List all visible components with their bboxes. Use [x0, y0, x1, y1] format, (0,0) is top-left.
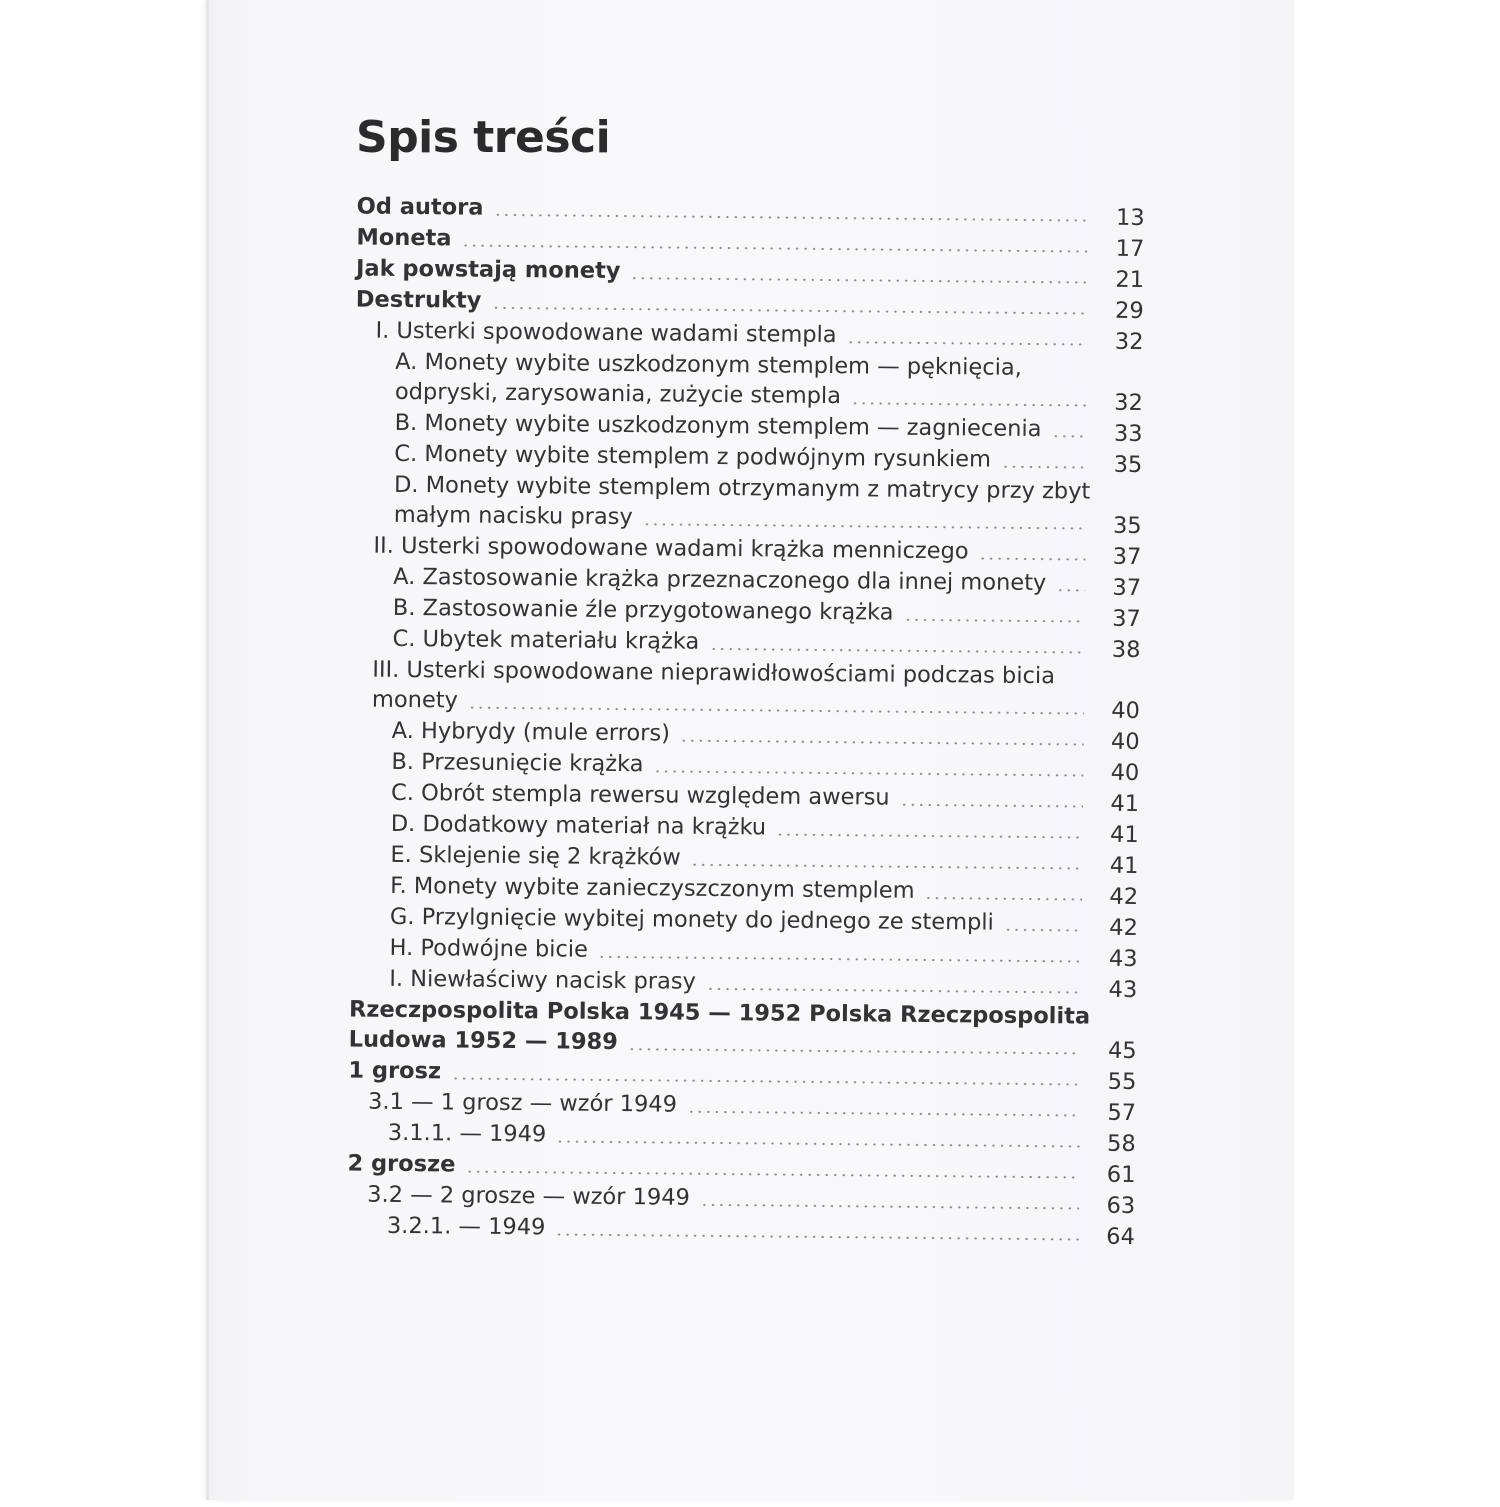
dot-leader [706, 988, 1081, 994]
toc-entry-label: D. Monety wybite stemplem otrzymanym z matrycy przy zbyt [393, 471, 1091, 505]
dot-leader [903, 619, 1084, 623]
toc-entry-label: C. Ubytek materiału krążka [392, 625, 700, 655]
toc-entry-label: 1 grosz [348, 1057, 442, 1085]
dot-leader [451, 1077, 1080, 1085]
toc-entry-label: A. Zastosowanie krążka przeznaczonego dla innej monety [393, 563, 1047, 597]
toc-page-number: 58 [1106, 1130, 1136, 1158]
toc-entry-label: monety [371, 686, 459, 714]
toc-entry-label: A. Hybrydy (mule errors) [391, 717, 671, 747]
toc-page-number: 45 [1107, 1037, 1137, 1065]
toc-entry-label: I. Usterki spowodowane wadami stempla [375, 317, 837, 349]
toc-page-number: 41 [1109, 821, 1139, 849]
toc-entry-label: 3.1.1. — 1949 [387, 1119, 547, 1148]
toc-page-number: 35 [1112, 512, 1142, 540]
toc-page-number: 35 [1113, 451, 1143, 479]
toc-entry-label: F. Monety wybite zanieczyszczonym stemplem [390, 872, 915, 904]
toc-page-number: 61 [1106, 1161, 1136, 1189]
toc-entry-label: 3.2 — 2 grosze — wzór 1949 [367, 1181, 691, 1211]
toc-page-number: 57 [1107, 1099, 1137, 1127]
toc-entry-label: Ludowa 1952 — 1989 [348, 1026, 618, 1056]
toc-entry-label: odpryski, zarysowania, zużycie stempla [394, 378, 842, 410]
toc-entry-label: H. Podwójne bicie [389, 934, 589, 963]
dot-leader [653, 770, 1083, 776]
toc-entry-label: A. Monety wybite uszkodzonym stemplem — pęknięcia, [395, 348, 1023, 381]
toc-page-number: 13 [1115, 204, 1145, 232]
toc-page-number: 32 [1114, 328, 1144, 356]
toc-entry-label: III. Usterki spowodowane nieprawidłowościami podczas bicia [372, 656, 1056, 690]
toc-page-number: 43 [1108, 945, 1138, 973]
toc-page-number: 21 [1115, 266, 1145, 294]
toc-page-number: 64 [1106, 1223, 1135, 1251]
toc-page-number: 63 [1106, 1192, 1136, 1220]
dot-leader [630, 277, 1088, 283]
dot-leader [687, 1111, 1080, 1117]
toc-page-number: 40 [1110, 728, 1140, 756]
toc-page-number: 17 [1115, 235, 1145, 263]
toc-entry-label: G. Przylgnięcie wybitej monety do jednego ze stempli [389, 903, 994, 936]
dot-leader [1004, 929, 1082, 932]
dot-leader [556, 1140, 1080, 1147]
toc-entry [356, 192, 1145, 232]
toc-entry-label: D. Dodatkowy materiał na krążku [390, 810, 767, 841]
dot-leader [680, 740, 1084, 746]
dot-leader [979, 557, 1086, 560]
dot-leader [700, 1204, 1079, 1210]
toc-page-number: 41 [1109, 852, 1139, 880]
toc-page-number: 33 [1113, 420, 1143, 448]
toc-page-number: 32 [1114, 389, 1143, 417]
dot-leader [925, 897, 1083, 901]
dot-leader [465, 1171, 1079, 1179]
toc-page-number: 55 [1107, 1068, 1137, 1096]
toc-page-number: 37 [1112, 605, 1141, 633]
toc-entry-label: E. Sklejenie się 2 krążków [390, 841, 681, 871]
dot-leader [491, 307, 1087, 315]
toc-page-number: 38 [1111, 636, 1141, 664]
dot-leader [709, 648, 1084, 654]
toc-entry-label: C. Obrót stempla rewersu względem awersu [390, 779, 890, 811]
dot-leader [468, 707, 1084, 715]
toc-page-number: 29 [1114, 297, 1144, 325]
toc-entry-label: 3.1 — 1 grosz — wzór 1949 [368, 1088, 678, 1118]
dot-leader [691, 864, 1083, 870]
toc-entry-label: Destrukty [355, 286, 482, 314]
toc-entry-label: 2 grosze [347, 1150, 456, 1178]
dot-leader [461, 244, 1088, 252]
toc-entry-label: 3.2.1. — 1949 [386, 1212, 546, 1241]
toc-entry-label: Od autora [356, 193, 484, 221]
toc-entry-label: I. Niewłaściwy nacisk prasy [389, 965, 697, 995]
toc-entry-label: B. Monety wybite uszkodzonym stemplem — zagniecenia [394, 409, 1042, 443]
dot-leader [643, 523, 1086, 529]
toc-entry-label: Moneta [356, 224, 452, 252]
dot-leader [851, 402, 1087, 406]
toc-page-number: 37 [1112, 543, 1142, 571]
dot-leader [847, 341, 1088, 345]
toc-page-number: 41 [1110, 790, 1140, 818]
toc-page-number: 37 [1112, 574, 1142, 602]
dot-leader [493, 214, 1088, 222]
toc-entry-label: B. Zastosowanie źle przygotowanego krążka [392, 594, 894, 626]
dot-leader [598, 956, 1082, 963]
toc-entry-label: Rzeczpospolita Polska 1945 — 1952 Polska Rzeczpospolita [348, 996, 1091, 1030]
toc-page-number: 43 [1108, 976, 1138, 1004]
toc-entry-label: C. Monety wybite stemplem z podwójnym rysunkiem [394, 440, 992, 473]
toc-entry-label: małym nacisku prasy [393, 501, 633, 531]
dot-leader [1001, 466, 1086, 469]
toc-entry-label: II. Usterki spowodowane wadami krążka menniczego [373, 532, 969, 565]
toc-entry-label: Jak powstają monety [356, 255, 621, 285]
toc-page-number: 40 [1110, 759, 1140, 787]
dot-leader [628, 1048, 1081, 1054]
toc-page-number: 42 [1109, 883, 1139, 911]
toc-page-number: 40 [1111, 697, 1141, 725]
page-title: Spis treści [356, 112, 611, 163]
toc-entry-label: B. Przesunięcie krążka [391, 748, 644, 778]
dot-leader [900, 804, 1083, 808]
dot-leader [555, 1233, 1079, 1240]
toc-page-number: 42 [1109, 914, 1138, 942]
dot-leader [776, 834, 1083, 839]
dot-leader [1051, 435, 1086, 437]
